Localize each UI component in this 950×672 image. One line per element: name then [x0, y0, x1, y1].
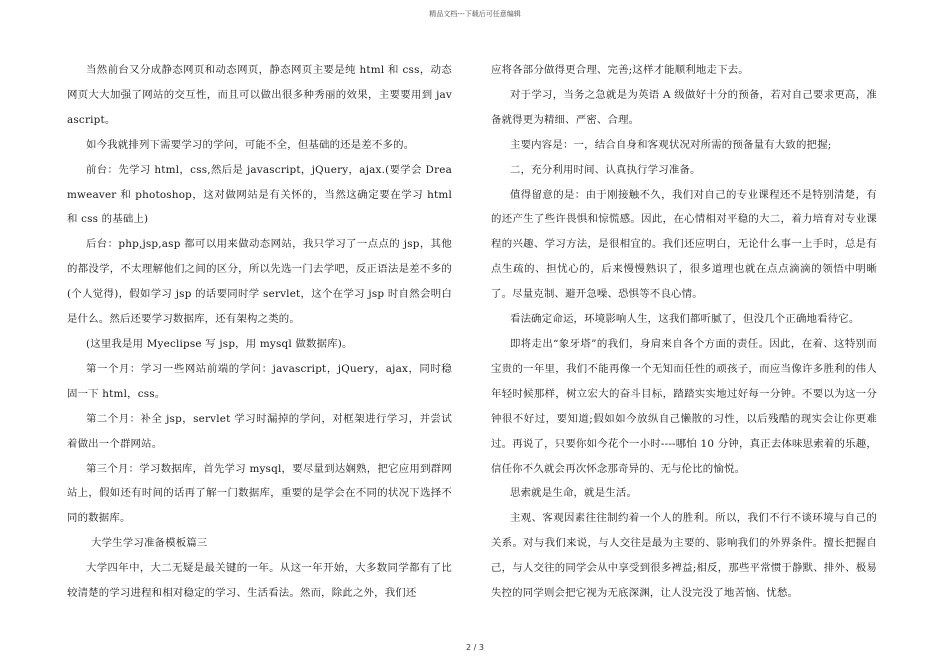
paragraph: 当然前台又分成静态网页和动态网页，静态网页主要是纯 html 和 css，动态网页大大加强了网站的交互性，而且可以做出很多种秀丽的效果，主要要用到 javascript。	[67, 64, 452, 126]
paragraph: 大学四年中，大二无疑是最关键的一年。从这一年开始，大多数同学都有了比较清楚的学习进程和相对稳定的学习、生活看法。然而，除此之外，我们还	[67, 562, 452, 600]
paragraph: 思索就是生命，就是生活。	[510, 487, 638, 500]
paragraph: 第二个月：补全 jsp，servlet 学习时漏掉的学问，对框架进行学习，并尝试着做出一个群网站。	[67, 412, 452, 450]
paragraph: 值得留意的是：由于刚接触不久，我们对自己的专业课程还不是特别清楚，有的还产生了些许畏惧和惊慌感。因此，在心情相对平稳的大二，着力培育对专业课程的兴趣、学习方法，是很相宜的。我们还应明白，无论什么事一上手时，总是有点生疏的、担忧心的，后来慢慢熟识了，很多道理也就在点点滴滴的领悟中明晰了。尽量克制、避开急噪、恐惧等不良心情。	[491, 188, 877, 301]
paragraph: 即将走出“象牙塔”的我们，身肩来自各个方面的责任。因此，在着、这特别而宝贵的一年里，我们不能再像一个无知而任性的顽孩子，而应当像许多胜利的伟人年轻时候那样，树立宏大的奋斗目标，踏踏实实地过好每一分钟。不要以为这一分钟很不好过，要知道;假如如今放纵自己懒散的习性，以后残酷的现实会让你更难过。再说了，只要你如今花个一小时----哪怕 10 分钟，真正去体味思索着的乐趣，信任你不久就会再次怀念那奇异的、无与伦比的愉悦。	[491, 337, 877, 475]
paragraph: 看法确定命运，环境影响人生，这我们都听腻了，但没几个正确地看待它。	[510, 313, 860, 326]
right-column	[491, 58, 877, 606]
paragraph: 第一个月：学习一些网站前端的学问：javascript，jQuery，ajax，同时稳固一下 html，css。	[67, 362, 452, 400]
page-header: 精品文档---下载后可任意编辑	[429, 10, 521, 18]
paragraph: 如今我就排列下需要学习的学问，可能不全，但基础的还是差不多的。	[86, 138, 415, 151]
section-heading: 大学生学习准备模板篇三	[91, 537, 208, 550]
paragraph: 二，充分利用时间、认真执行学习准备。	[510, 163, 701, 176]
paragraph: 第三个月：学习数据库，首先学习 mysql，要尽量到达娴熟，把它应用到群网站上，假如还有时间的话再了解一门数据库，重要的是学会在不同的状况下选择不同的数据库。	[67, 462, 452, 525]
paragraph: (这里我是用 Myeclipse 写 jsp，用 mysql 做数据库)。	[86, 337, 353, 350]
left-column	[67, 58, 452, 606]
page-number: 2 / 3	[466, 643, 484, 652]
paragraph: 后台：php,jsp,asp 都可以用来做动态网站，我只学习了一点点的 jsp，其他的都没学，不太理解他们之间的区分，所以先选一门去学吧，反正语法是差不多的(个人觉得)，假如学习 jsp 的话要同时学 servlet，这个在学习 jsp 时自然会明白是什么。然后还要学习数据库，还有架构之类的。	[67, 238, 452, 326]
paragraph: 应将各部分做得更合理、完善;这样才能顺利地走下去。	[491, 64, 749, 76]
paragraph: 前台：先学习 html，css,然后是 javascript，jQuery，ajax.(要学会 Dreamweaver 和 photoshop，这对做网站是有关怀的，当然这确定要在学习 html 和 css 的基础上)	[67, 163, 452, 226]
paragraph: 主观、客观因素往往制约着一个人的胜利。所以，我们不行不谈环境与自己的关系。对与我们来说，与人交往是最为主要的、影响我们的外界条件。擅长把握自己，与人交往的同学会从中享受到很多裨益;相反，那些平常惯于静默、排外、极易失控的同学则会把它视为无底深渊，让人没完没了地苦恼、忧愁。	[491, 512, 877, 600]
paragraph: 主要内容是：一，结合自身和客观状况对所需的预备量有大致的把握;	[510, 138, 832, 151]
paragraph: 对于学习，当务之急就是为英语 A 级做好十分的预备，若对自己要求更高，准备就得更为精细、严密、合理。	[491, 88, 877, 126]
